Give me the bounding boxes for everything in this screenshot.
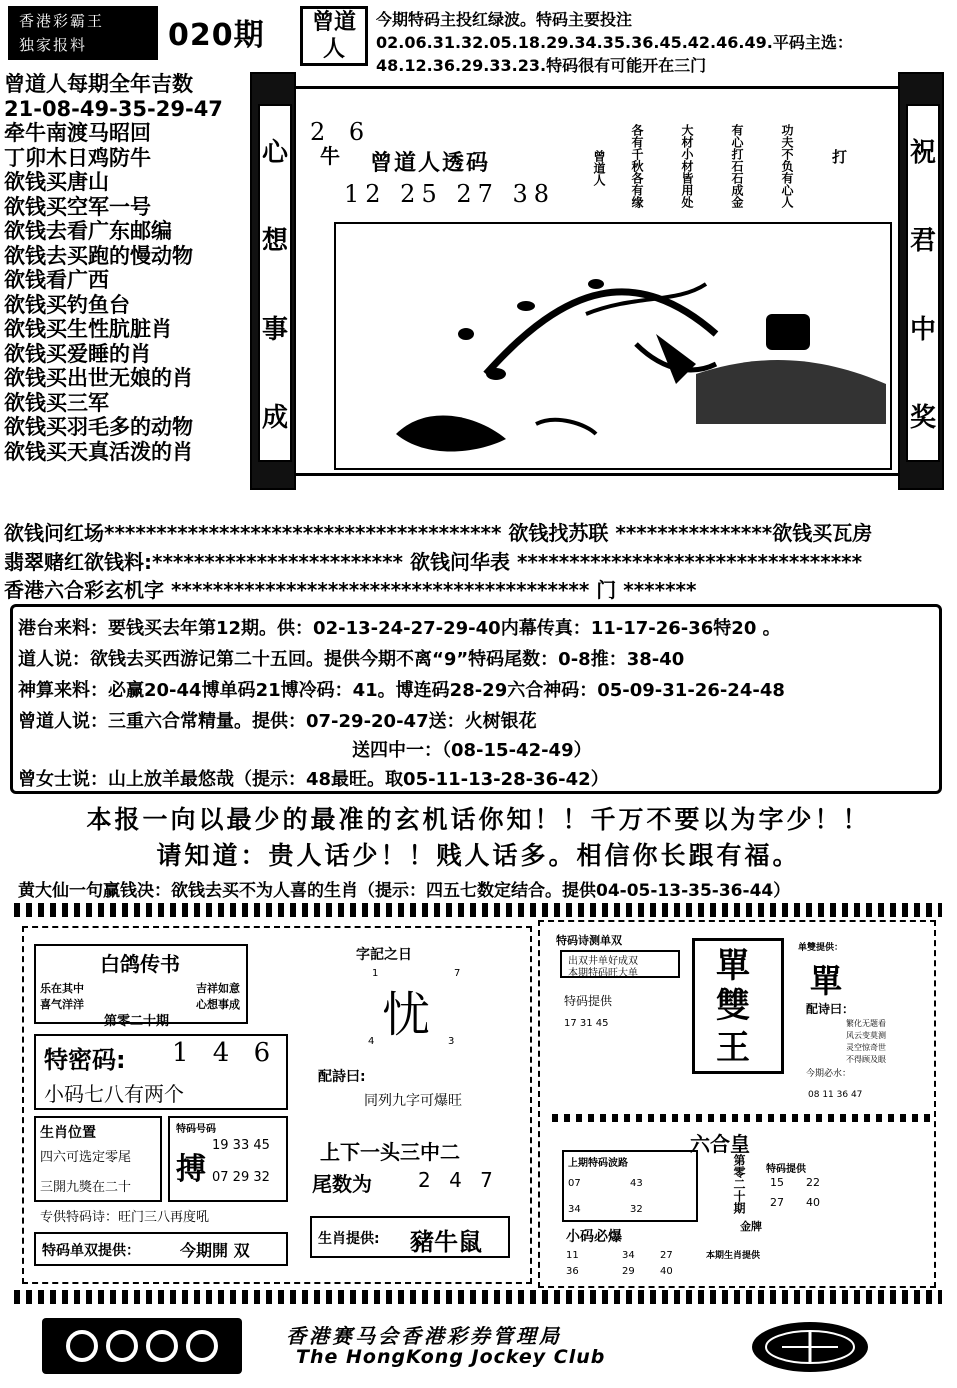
logo-line-1: 香港彩霸王 [19,12,105,30]
provide2-number: 15 [770,1176,784,1189]
left-line: 21-08-49-35-29-47 [4,96,223,121]
jinqi-numbers: 08 11 36 47 [808,1090,863,1100]
panel-char: 中 [909,314,936,345]
bo-numbers: 07 29 32 [212,1170,270,1185]
provide2-number: 27 [770,1196,784,1209]
left-line: 欲钱买三军 [4,390,109,415]
word-number: 4 [368,1036,375,1047]
panel-char: 心 [261,137,288,168]
info-line: 道人说：欲钱去买西游记第二十五回。提供今期不离“9”特码尾数：0-8推：38-40 [18,649,685,670]
scroll-verse: 功夫不负有心人 [780,124,794,208]
left-line: 欲钱买出世无娘的肖 [4,366,193,390]
peishi-line: 灵空惊奇世 [846,1043,886,1052]
scroll-zodiac-char: 牛 [320,144,340,168]
small-number: 11 [566,1250,579,1261]
small-number: 29 [622,1266,635,1277]
footer-chinese-name: 香港赛马会香港彩券管理局 [286,1324,562,1348]
danshuang-value: 單 [810,962,843,1000]
masthead [0,0,300,70]
footer-english-name: The HongKong Jockey Club [296,1346,606,1368]
word-number: 1 [372,968,379,979]
peishi-label: 配诗曰： [806,1002,855,1016]
slogan-line-1: 本报一向以最少的最准的玄机话你知！！千万不要以为字少！！ [86,805,871,834]
right-numbers: 17 31 45 [564,1018,609,1029]
left-line: 丁卯木日鸡防牛 [4,145,151,170]
peishi-line: 风云变莫测 [846,1031,886,1040]
king-char: 王 [716,1028,750,1068]
branch-painting-icon [336,224,890,468]
jockey-club-logo-icon [42,1318,242,1374]
header-tip: 今期特码主投红绿波。特码主要投注02.06.31.32.05.18.29.34.35.36.45.42.46.49.平码主选：48.12.36.29.33.23.特码很有可能开在三门 [376,10,853,75]
panel-char: 祝 [909,137,936,168]
dotted-divider [552,1114,930,1122]
zodiac-position-line: 四六可选定零尾 [40,1150,132,1165]
riddle-line: 香港六合彩玄机字 **************************************** 门 ******* [4,578,697,602]
small-code-must-label: 小码必爆 [566,1229,622,1245]
pigeon-issue: 第零二十期 [104,1014,170,1029]
bo-char: 搏 [176,1152,206,1187]
left-line: 欲钱去看广东邮编 [4,219,172,243]
masthead-logo [8,6,158,60]
left-line: 欲钱买唐山 [4,170,109,194]
left-line: 欲钱看广西 [4,268,109,292]
scroll-numbers: 12 25 27 38 [344,180,556,208]
scroll-zodiac-number: 2 6 [310,118,373,146]
zodiac-position-line: 三開九獎在二十 [40,1180,132,1195]
panel-char: 成 [261,403,288,434]
panel-char: 君 [909,226,936,257]
zodiac-provide-label: 生肖提供: [318,1231,380,1247]
peishi-line: 不得顾及眼 [846,1055,886,1064]
info-line: 曾道人说：三重六合常精量。提供：07-29-20-47送：火树银花 [18,711,537,732]
scroll-verse: 有心打石石成金 [730,124,744,208]
left-line: 欲钱去买跑的慢动物 [4,243,193,268]
left-riddle-column [4,72,249,464]
info-line: 港台来料：要钱买去年第12期。供：02-13-24-27-29-40内幕传真：11-17-26-36特20 。 [18,618,781,639]
right-poem: 出双井单好成双 [568,956,638,967]
slogan-line-2: 请知道：贵人话少！！贱人话多。相信你长跟有福。 [156,841,801,870]
word-number: 7 [454,968,461,979]
danshuang-label: 单雙提供： [798,943,844,953]
liuhe-king-title: 六合皇 [690,1132,750,1156]
wave-number: 43 [630,1178,643,1189]
pigeon-text: 吉祥如意 [196,982,240,995]
left-line: 欲钱买羽毛多的动物 [4,415,193,439]
panel-char: 奖 [909,403,936,434]
jinqi-label: 今期必水： [806,1069,852,1079]
small-number: 34 [622,1250,635,1261]
ink-painting [334,222,892,470]
info-line: 神算来料：必赢20-44博单码21博冷码：41。博连码28-29六合神码：05-09-31-26-24-48 [18,680,785,701]
left-line: 欲钱买爱睡的肖 [4,341,151,366]
scroll-title: 曾道人透码 [370,151,491,176]
info-line: 送四中一：（08-15-42-49） [352,740,592,761]
dotted-divider [14,1290,942,1304]
daoren-seal: 曾道人 [300,6,368,66]
bo-numbers: 19 33 45 [212,1138,270,1153]
word-char: 忧 [382,987,431,1043]
scroll-rod-right [898,72,944,490]
left-line: 欲钱买生性肮脏肖 [4,317,172,341]
word-title: 字記之日 [356,947,412,963]
provide2-label: 特码提供 [766,1164,806,1175]
small-number: 40 [660,1266,673,1277]
scroll-panel-right [906,104,940,462]
right-title: 特码诗测单双 [556,934,622,947]
scroll-verse: 各有千秋各有缘 [630,124,644,208]
small-number: 36 [566,1266,579,1277]
scroll-verse: 曾道人 [592,150,606,186]
small-code-text: 小码七八有两个 [44,1082,184,1106]
provide2-number: 40 [806,1196,820,1209]
pigeon-title: 白鸽传书 [100,952,180,976]
left-line: 欲钱买空军一号 [4,194,151,219]
right-provide-label: 特码提供 [564,994,613,1008]
panel-char: 想 [261,226,288,257]
pigeon-text: 乐在其中 [40,982,84,995]
wave-number: 34 [568,1204,581,1215]
king-char: 單 [716,946,750,986]
provide2-number: 22 [806,1176,820,1189]
info-line: 曾女士说：山上放羊最悠哉（提示：48最旺。取05-11-13-28-36-42） [18,769,609,790]
left-line: 牵牛南渡马昭回 [4,121,151,145]
left-line: 曾道人每期全年吉数 [4,72,193,96]
logo-line-2: 独家报料 [19,36,88,54]
jinpai-label: 金牌 [740,1220,762,1233]
special-poem: 专供特码诗：旺门三八再度吼 [40,1210,210,1225]
issue-20-label: 第零二十期 [732,1154,746,1214]
single-double-value: 今期開 双 [180,1241,250,1260]
daxian-line: 黄大仙一句赢钱决：欲钱去买不为人喜的生肖（提示：四五七数定结合。提供04-05-13-35-36-44） [18,881,791,901]
king-char: 雙 [716,986,750,1026]
small-number: 27 [660,1250,673,1261]
tail-label: 尾数为 [312,1172,372,1196]
single-double-label: 特码单双提供： [42,1243,140,1259]
poem-text: 同列九字可爆旺 [364,1093,462,1109]
lottery-emblem-icon [752,1322,868,1372]
peishi-line: 繁化无题看 [846,1019,886,1028]
dotted-divider [14,903,942,917]
poem-title: 配詩曰: [318,1069,366,1085]
scroll-verse: 大材小材皆用处 [680,124,694,208]
head-line: 上下一头三中二 [320,1140,460,1164]
word-number: 3 [448,1036,455,1047]
zodiac-provide-value: 豬牛鼠 [410,1227,482,1256]
pigeon-text: 心想事成 [196,998,240,1011]
left-line: 欲钱买钓鱼台 [4,292,130,317]
zodiac-provide-label: 本期生肖提供 [706,1251,761,1261]
tail-numbers: 2 4 7 [418,1168,499,1192]
left-line: 欲钱买天真活泼的肖 [4,439,193,464]
wave-number: 07 [568,1178,581,1189]
zodiac-position-label: 生肖位置 [40,1125,96,1141]
wave-number: 32 [630,1204,643,1215]
riddle-line: 翡翠赌红欲钱料:************************ 欲钱问华表 ********************************* [4,550,863,574]
right-poem: 本期特码旺大单 [568,968,638,979]
scroll-rod-left [250,72,296,490]
riddle-line: 欲钱问红场************************************** 欲钱找苏联 ***************欲钱买瓦房 [4,521,873,545]
scroll-strike: 打 [832,148,848,166]
panel-char: 事 [261,314,288,345]
scroll-panel-left [258,104,292,462]
special-code-label: 特码号码 [176,1124,216,1135]
secret-code-numbers: 1 4 6 [172,1038,279,1068]
last-wave-label: 上期特码波路 [568,1158,628,1169]
secret-code-label: 特密码: [44,1046,126,1074]
pigeon-text: 喜气洋洋 [40,998,84,1011]
issue-number: 020期 [168,18,265,53]
